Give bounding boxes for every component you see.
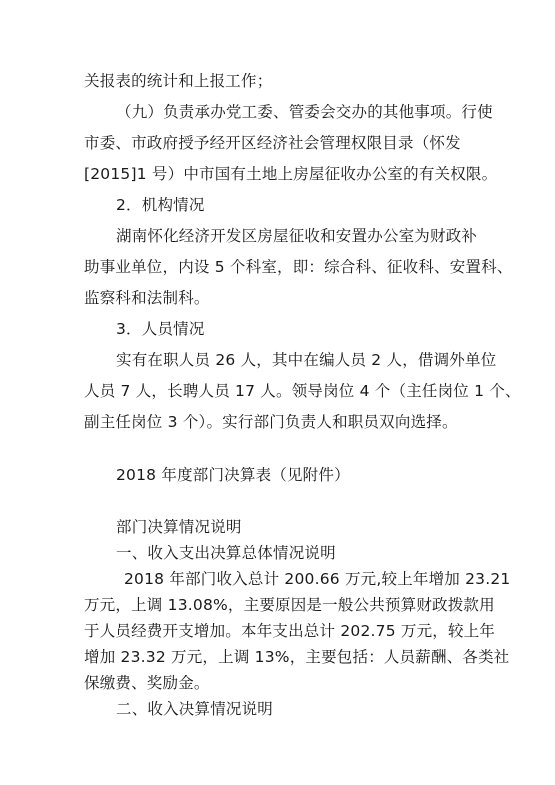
text-line-8: 监察科和法制科。 — [84, 289, 210, 307]
section-heading-personnel: 3．人员情况 — [116, 320, 205, 338]
text-line-7: 助事业单位，内设 5 个科室，即：综合科、征收科、安置科、 — [84, 258, 513, 276]
text-line-2: （九）负责承办党工委、管委会交办的其他事项。行使 — [116, 103, 493, 121]
section-heading-income: 二、收入决算情况说明 — [116, 700, 274, 718]
text-line-18: 于人员经费开支增加。本年支出总计 202.75 万元，较上年 — [84, 622, 496, 640]
section-heading-income-expenditure: 一、收入支出决算总体情况说明 — [116, 544, 336, 562]
text-line-16: 2018 年部门收入总计 200.66 万元,较上年增加 23.21 — [124, 570, 511, 588]
text-line-17: 万元，上调 13.08%，主要原因是一般公共预算财政拨款用 — [84, 596, 495, 614]
section-heading-final-accounts-table: 2018 年度部门决算表（见附件） — [116, 466, 350, 484]
text-line-10: 实有在职人员 26 人，其中在编人员 2 人，借调外单位 — [116, 351, 497, 369]
text-line-20: 保缴费、奖励金。 — [84, 674, 210, 692]
section-heading-institution: 2．机构情况 — [116, 196, 205, 214]
text-line-6: 湖南怀化经济开发区房屋征收和安置办公室为财政补 — [116, 227, 478, 245]
text-line-11: 人员 7 人，长聘人员 17 人。领导岗位 4 个（主任岗位 1 个、 — [84, 382, 521, 400]
text-line-1: 关报表的统计和上报工作； — [84, 72, 273, 90]
text-line-3: 市委、市政府授予经开区经济社会管理权限目录（怀发 — [84, 134, 461, 152]
text-line-12: 副主任岗位 3 个）。实行部门负责人和职员双向选择。 — [84, 413, 458, 431]
section-heading-final-accounts-notes: 部门决算情况说明 — [116, 518, 242, 536]
text-line-19: 增加 23.32 万元，上调 13%，主要包括：人员薪酬、各类社 — [84, 648, 510, 666]
text-line-4: [2015]1 号）中市国有土地上房屋征收办公室的有关权限。 — [84, 165, 498, 183]
